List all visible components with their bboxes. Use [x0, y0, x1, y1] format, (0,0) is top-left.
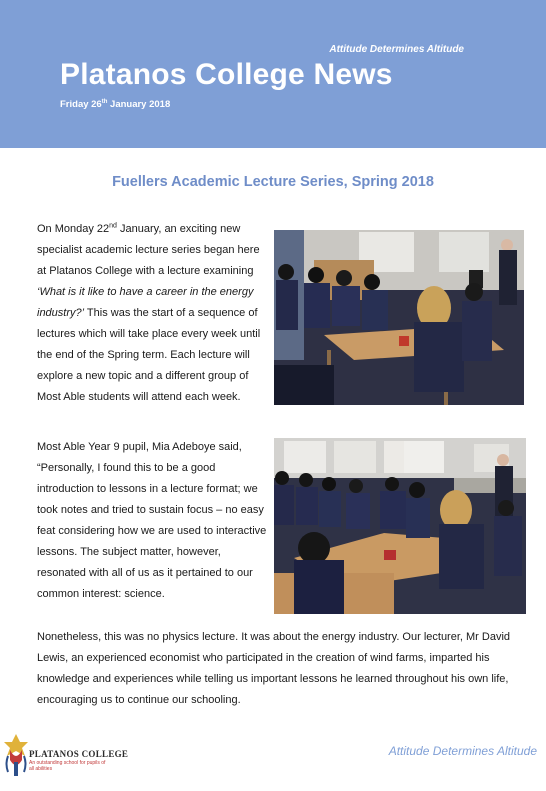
issue-date-ordinal: th — [101, 99, 108, 105]
article-paragraph-3: Nonetheless, this was no physics lecture. It was about the energy industry. Our lecturer, Mr David Lewis, an experienced economist who participated in the creation of wind farms, imparted his knowledge and experiences while telling us important lessons he learned throughout his own life, encouraging us to continue our schooling. — [37, 631, 511, 706]
para1-ordinal: nd — [109, 222, 117, 230]
header-tagline: Attitude Determines Altitude — [329, 44, 464, 55]
issue-date-suffix: January 2018 — [107, 99, 171, 111]
newsletter-title: Platanos College News — [60, 58, 393, 91]
lecture-photo-2 — [274, 438, 526, 614]
article-paragraph-1 — [37, 219, 270, 408]
lecture-photo-1-image — [274, 230, 524, 405]
article-paragraph-2: Most Able Year 9 pupil, Mia Adeboye said, “Personally, I found this to be a good introduction to lessons in a lecture format; we took notes and tried to sustain focus – no easy feat considering how we are used to interactive lessons. The subject matter, however, resonated with all of us as it pertained to our common interest: science. — [37, 441, 267, 600]
footer-tagline: Attitude Determines Altitude — [388, 744, 537, 758]
lecture-photo-1 — [274, 230, 524, 405]
article-title: Fuellers Academic Lecture Series, Spring 2018 — [112, 174, 434, 190]
school-logo — [2, 732, 132, 780]
lecture-photo-2-image — [274, 438, 526, 614]
para1-part1: On Monday 22 — [37, 223, 110, 235]
platanos-crest-icon — [2, 732, 30, 778]
newsletter-header — [0, 0, 546, 148]
para1-question: ‘What is it like to have a career in the energy industry?’ — [37, 286, 254, 319]
para1-part3: This was the start of a sequence of lectures which will take place every week until the end of the Spring term. Each lecture will explore a new topic and a different group of Most Able students will attend each week. — [37, 307, 261, 403]
school-motto: An outstanding school for pupils of all abilities — [29, 760, 106, 772]
para1-part2: January, an exciting new specialist academic lecture series began here at Platanos College with a lecture examining — [37, 223, 260, 277]
issue-date — [60, 99, 170, 110]
issue-date-prefix: Friday 26 — [60, 99, 102, 111]
school-name: PLATANOS COLLEGE — [29, 749, 129, 759]
